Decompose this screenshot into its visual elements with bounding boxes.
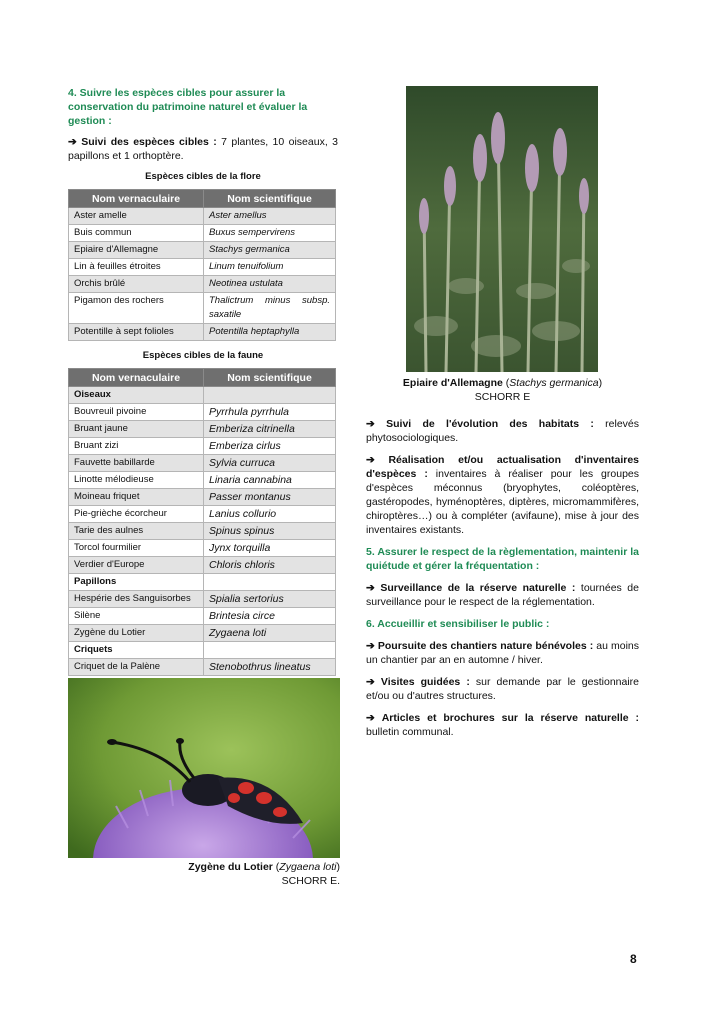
table-row: [69, 242, 336, 259]
moth-caption-name: Zygène du Lotier: [188, 861, 273, 873]
arrow-right-icon: ➔: [366, 418, 375, 430]
page-number: 8: [630, 952, 637, 966]
inventaires-paragraph: [366, 453, 639, 537]
scientific-cell: Chloris chloris: [204, 557, 336, 574]
table-row: [69, 404, 336, 421]
vernacular-cell: Linotte mélodieuse: [69, 472, 204, 489]
inventaires-text: inventaires à réaliser pour les groupes d'espèces méconnus (bryophytes, coléoptères, gastéropodes, hyménoptères, diptères, micromammifères, chiroptères…) ou à compléter (avifaune), mise à jour des inventaires existants.: [366, 468, 639, 536]
vernacular-cell: Bruant zizi: [69, 438, 204, 455]
scientific-cell: Aster amellus: [204, 208, 336, 225]
table-row: [69, 438, 336, 455]
table-row: [69, 208, 336, 225]
fauna-header-scientific: Nom scientifique: [204, 369, 336, 387]
section-6-heading: 6. Accueillir et sensibiliser le public :: [366, 618, 550, 630]
suivi-text: 7 plantes, 10 oiseaux, 3 papillons et 1 orthoptère.: [68, 136, 338, 162]
epiaire-dallemagne-photo: [406, 86, 598, 372]
scientific-cell: Thalictrum minus subsp. saxatile: [204, 293, 336, 324]
vernacular-cell: Lin à feuilles étroites: [69, 259, 204, 276]
vernacular-cell: Fauvette babillarde: [69, 455, 204, 472]
arrow-right-icon: ➔: [366, 582, 375, 594]
group-label-papillons: Papillons: [69, 574, 204, 591]
arrow-right-icon: ➔: [366, 640, 375, 652]
vernacular-cell: Bouvreuil pivoine: [69, 404, 204, 421]
group-row: [69, 642, 336, 659]
scientific-cell: Neotinea ustulata: [204, 276, 336, 293]
habitats-paragraph: [366, 417, 639, 445]
flora-header-vernacular: Nom vernaculaire: [69, 190, 204, 208]
plant-caption-name: Epiaire d'Allemagne: [402, 377, 503, 389]
flora-header-scientific: Nom scientifique: [204, 190, 336, 208]
arrow-right-icon: ➔: [366, 676, 375, 688]
scientific-cell: Potentilla heptaphylla: [204, 324, 336, 341]
fauna-table-title: Espèces cibles de la faune: [142, 350, 264, 361]
group-label-oiseaux: Oiseaux: [69, 387, 204, 404]
articles-text: bulletin communal.: [366, 726, 454, 738]
vernacular-cell: Verdier d'Europe: [69, 557, 204, 574]
scientific-cell: Spinus spinus: [204, 523, 336, 540]
moth-caption: Zygène du Lotier (Zygaena loti) SCHORR E.: [68, 860, 340, 888]
vernacular-cell: Potentille à sept folioles: [69, 324, 204, 341]
arrow-right-icon: ➔: [366, 712, 375, 724]
chantiers-label: Poursuite des chantiers nature bénévoles :: [377, 640, 594, 652]
scientific-cell: Sylvia curruca: [204, 455, 336, 472]
table-row: [69, 225, 336, 242]
vernacular-cell: Moineau friquet: [69, 489, 204, 506]
scientific-cell: Linum tenuifolium: [204, 259, 336, 276]
scientific-cell: Stachys germanica: [204, 242, 336, 259]
vernacular-cell: Zygène du Lotier: [69, 625, 204, 642]
vernacular-cell: Pigamon des rochers: [69, 293, 204, 324]
arrow-right-icon: ➔: [366, 454, 375, 466]
vernacular-cell: Orchis brûlé: [69, 276, 204, 293]
table-row: [69, 523, 336, 540]
left-column: [68, 86, 338, 676]
suivi-especes-paragraph: [68, 135, 338, 163]
habitats-label: Suivi de l'évolution des habitats :: [386, 418, 594, 430]
scientific-cell: Passer montanus: [204, 489, 336, 506]
visites-text: sur demande par le gestionnaire et/ou ou d'autres structures.: [366, 676, 640, 702]
vernacular-cell: Buis commun: [69, 225, 204, 242]
plant-caption: Epiaire d'Allemagne (Stachys germanica) SCHORR E: [366, 376, 639, 404]
vernacular-cell: Tarie des aulnes: [69, 523, 204, 540]
surveillance-paragraph: [366, 581, 639, 609]
group-label-criquets: Criquets: [69, 642, 204, 659]
table-row: [69, 489, 336, 506]
scientific-cell: Spialia sertorius: [204, 591, 336, 608]
table-row: [69, 455, 336, 472]
scientific-cell: Emberiza cirlus: [204, 438, 336, 455]
surveillance-label: Surveillance de la réserve naturelle :: [380, 582, 576, 594]
table-row: [69, 608, 336, 625]
vernacular-cell: Torcol fourmilier: [69, 540, 204, 557]
zygene-du-lotier-photo: [68, 678, 340, 858]
table-row: [69, 472, 336, 489]
scientific-cell: Buxus sempervirens: [204, 225, 336, 242]
table-row: [69, 625, 336, 642]
section-4-heading: 4. Suivre les espèces cibles pour assurer la conservation du patrimoine naturel et évaluer la gestion :: [68, 87, 308, 127]
table-row: [69, 276, 336, 293]
group-row: [69, 387, 336, 404]
right-column-text: [366, 417, 639, 739]
scientific-cell: Stenobothrus lineatus: [204, 659, 336, 676]
table-row: [69, 659, 336, 676]
vernacular-cell: Aster amelle: [69, 208, 204, 225]
scientific-cell: Brintesia circe: [204, 608, 336, 625]
scientific-cell: Linaria cannabina: [204, 472, 336, 489]
table-row: [69, 293, 336, 324]
table-row: [69, 540, 336, 557]
vernacular-cell: Bruant jaune: [69, 421, 204, 438]
vernacular-cell: Hespérie des Sanguisorbes: [69, 591, 204, 608]
suivi-label: Suivi des espèces cibles :: [81, 136, 217, 148]
visites-label: Visites guidées :: [380, 676, 470, 688]
vernacular-cell: Silène: [69, 608, 204, 625]
inventaires-label: Réalisation et/ou actualisation d'inventaires d'espèces :: [366, 454, 639, 480]
scientific-cell: Jynx torquilla: [204, 540, 336, 557]
arrow-right-icon: ➔: [68, 136, 77, 148]
chantiers-text: au moins un chantier par an en automne / hiver.: [366, 640, 639, 666]
table-row: [69, 506, 336, 523]
habitats-text: relevés phytosociologiques.: [366, 418, 640, 444]
group-row: [69, 574, 336, 591]
scientific-cell: Emberiza citrinella: [204, 421, 336, 438]
scientific-cell: Lanius collurio: [204, 506, 336, 523]
surveillance-text: tournées de surveillance pour le respect de la réglementation.: [366, 582, 639, 608]
section-5-heading: 5. Assurer le respect de la règlementation, maintenir la quiétude et gérer la fréquentation :: [366, 546, 639, 572]
articles-paragraph: [366, 711, 639, 739]
moth-caption-credit: SCHORR E.: [281, 875, 340, 887]
vernacular-cell: Criquet de la Palène: [69, 659, 204, 676]
flora-table: [68, 189, 336, 341]
fauna-table: [68, 368, 336, 676]
plant-caption-sci: Stachys germanica: [509, 377, 599, 389]
articles-label: Articles et brochures sur la réserve naturelle :: [381, 712, 639, 724]
scientific-cell: Pyrrhula pyrrhula: [204, 404, 336, 421]
fauna-header-vernacular: Nom vernaculaire: [69, 369, 204, 387]
flora-table-title: Espèces cibles de la flore: [145, 171, 261, 182]
scientific-cell: Zygaena loti: [204, 625, 336, 642]
vernacular-cell: Epiaire d'Allemagne: [69, 242, 204, 259]
vernacular-cell: Pie-grièche écorcheur: [69, 506, 204, 523]
table-row: [69, 557, 336, 574]
table-row: [69, 259, 336, 276]
chantiers-paragraph: [366, 639, 639, 667]
table-row: [69, 591, 336, 608]
moth-caption-sci: Zygaena loti: [279, 861, 337, 873]
table-row: [69, 324, 336, 341]
plant-caption-credit: SCHORR E: [474, 391, 531, 403]
visites-paragraph: [366, 675, 639, 703]
table-row: [69, 421, 336, 438]
